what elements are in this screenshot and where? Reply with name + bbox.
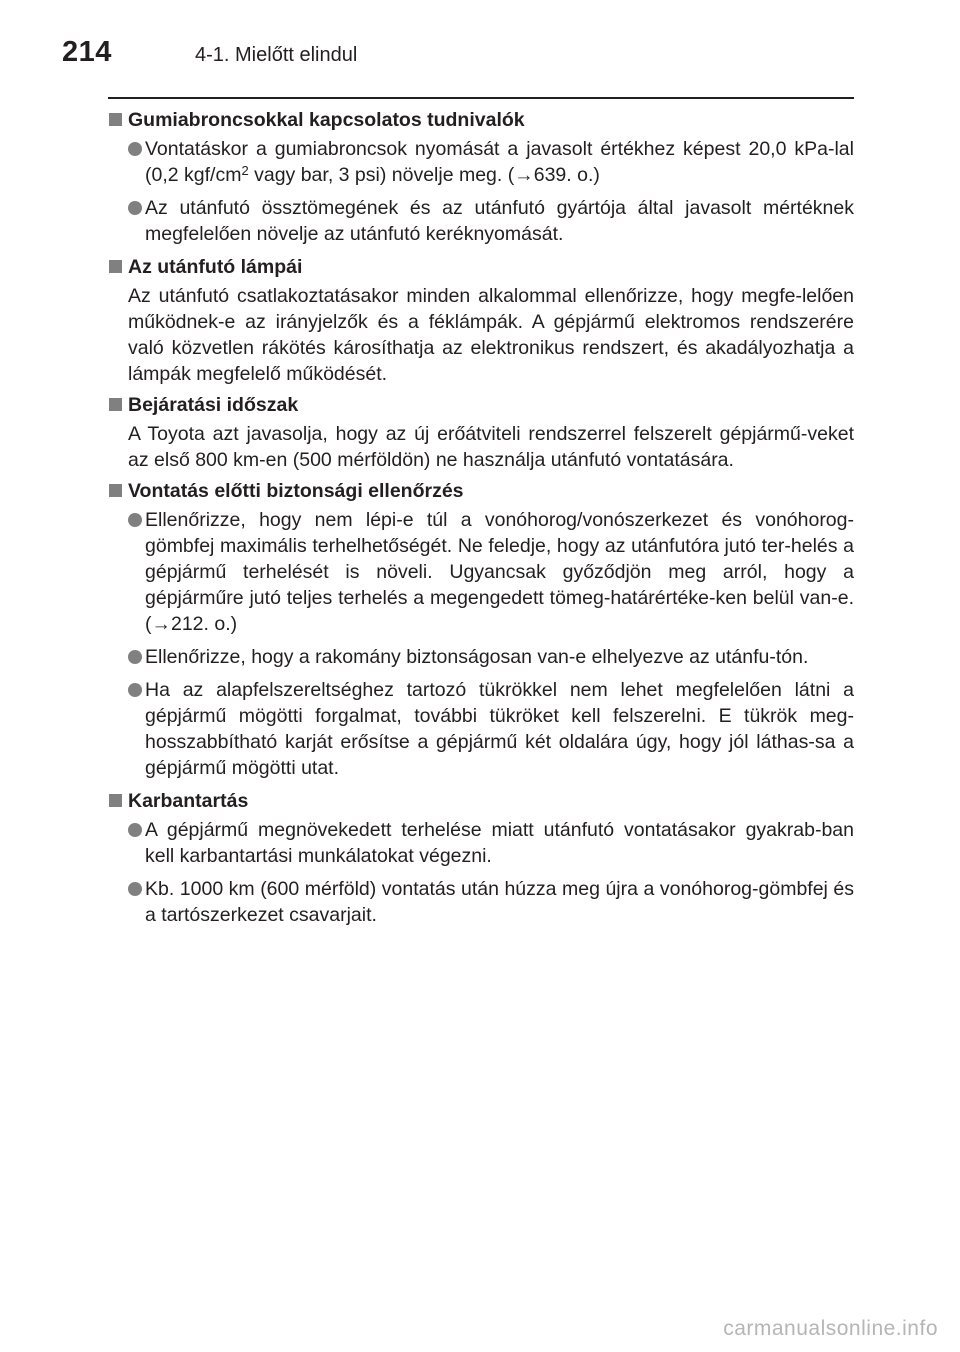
bullet-text: Ha az alapfelszereltséghez tartozó tükrökkel nem lehet megfelelően látni a gépjármű mögötti forgalmat, további tükröket kell felszerelni. E tükrök meg-hosszabbítható karját erősítse a gépjármű két oldalára úgy, hogy jól láthas-sa a gépjármű mögötti utat. bbox=[145, 679, 854, 779]
bullet-text: Ellenőrizze, hogy nem lépi-e túl a vonóhorog/vonószerkezet és vonóhorog-gömbfej maximális terhelhetőségét. Ne feledje, hogy az utánfutóra jutó ter-helés a gépjármű terhelését is növeli. Ugyancsak győződjön meg arról, hogy a gépjárműre jutó teljes terhelés a megengedett tömeg-határértéke-ken belül van-e. (→212. o.) bbox=[145, 509, 854, 635]
round-bullet-icon bbox=[128, 513, 142, 527]
bullet-item bbox=[128, 195, 854, 247]
square-bullet-icon bbox=[109, 794, 122, 807]
section-heading bbox=[108, 392, 854, 418]
section-paragraph: Az utánfutó csatlakoztatásakor minden alkalommal ellenőrizze, hogy megfe-lelően működnek-e az irányjelzők és a féklámpák. A gépjármű elektromos rendszerére való közvetlen rákötés károsíthatja az elektronikus rendszert, és akadályozhatja a lámpák megfelelő működését. bbox=[128, 285, 854, 385]
round-bullet-icon bbox=[128, 683, 142, 697]
square-bullet-icon bbox=[109, 260, 122, 273]
section-heading bbox=[108, 254, 854, 280]
bullet-text-start: Vontatáskor a gumiabroncsok nyomását a javasolt értékhez képest 20,0 kPa-lal (0,2 kgf/cm bbox=[145, 138, 854, 186]
section-heading-text: Bejáratási időszak bbox=[128, 394, 299, 416]
bullet-item bbox=[128, 876, 854, 928]
round-bullet-icon bbox=[128, 882, 142, 896]
bullet-text: Az utánfutó össztömegének és az utánfutó gyártója által javasolt mértéknek megfelelően növelje az utánfutó keréknyomását. bbox=[145, 197, 854, 245]
round-bullet-icon bbox=[128, 650, 142, 664]
round-bullet-icon bbox=[128, 142, 142, 156]
bullet-text-end: vagy bar, 3 psi) növelje meg. (→639. o.) bbox=[248, 164, 600, 186]
section-title: 4-1. Mielőtt elindul bbox=[195, 44, 358, 66]
bullet-text: Kb. 1000 km (600 mérföld) vontatás után húzza meg újra a vonóhorog-gömbfej és a tartószerkezet csavarjait. bbox=[145, 878, 854, 926]
bullet-item bbox=[128, 817, 854, 869]
bullet-item bbox=[128, 677, 854, 781]
bullet-item bbox=[128, 507, 854, 637]
page-header bbox=[0, 0, 960, 100]
section-heading bbox=[108, 788, 854, 814]
section-maintenance bbox=[108, 788, 854, 928]
section-trailer-lamps bbox=[108, 254, 854, 387]
section-heading-text: Az utánfutó lámpái bbox=[128, 256, 303, 278]
square-bullet-icon bbox=[109, 484, 122, 497]
round-bullet-icon bbox=[128, 823, 142, 837]
section-paragraph: A Toyota azt javasolja, hogy az új erőátviteli rendszerrel felszerelt gépjármű-veket az első 800 km-en (500 mérföldön) ne használja utánfutó vontatására. bbox=[128, 423, 854, 471]
round-bullet-icon bbox=[128, 201, 142, 215]
page-number: 214 bbox=[62, 36, 112, 68]
section-heading-text: Gumiabroncsokkal kapcsolatos tudnivalók bbox=[128, 109, 525, 131]
section-heading bbox=[108, 478, 854, 504]
section-heading-text: Vontatás előtti biztonsági ellenőrzés bbox=[128, 480, 464, 502]
section-heading bbox=[108, 107, 854, 133]
header-rule bbox=[108, 97, 854, 99]
watermark: carmanualsonline.info bbox=[723, 1317, 938, 1340]
section-tyres bbox=[108, 107, 854, 247]
section-break-in bbox=[108, 392, 854, 473]
main-content bbox=[108, 107, 854, 935]
bullet-item bbox=[128, 136, 854, 188]
bullet-text: A gépjármű megnövekedett terhelése miatt utánfutó vontatásakor gyakrab-ban kell karbantartási munkálatokat végezni. bbox=[145, 819, 854, 867]
bullet-text: Ellenőrizze, hogy a rakomány biztonságosan van-e elhelyezve az utánfu-tón. bbox=[145, 646, 809, 668]
square-bullet-icon bbox=[109, 113, 122, 126]
superscript: 2 bbox=[241, 163, 249, 178]
square-bullet-icon bbox=[109, 398, 122, 411]
section-heading-text: Karbantartás bbox=[128, 790, 249, 812]
section-safety-check bbox=[108, 478, 854, 781]
bullet-item bbox=[128, 644, 854, 670]
